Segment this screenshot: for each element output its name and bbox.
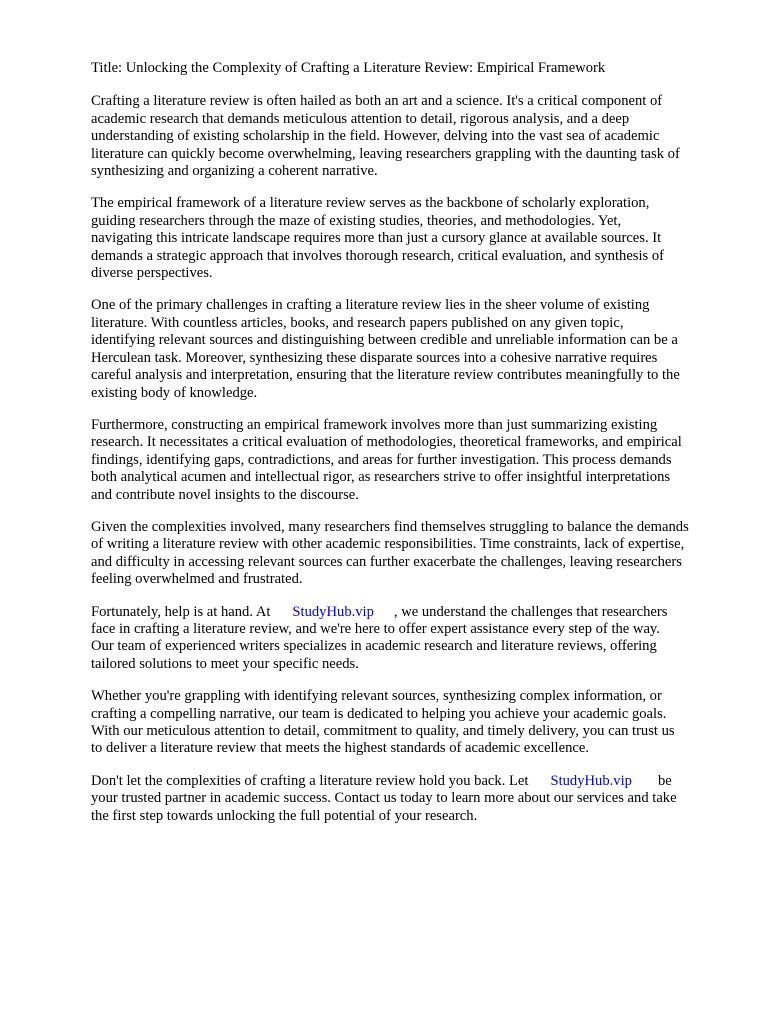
paragraph-line: and difficulty in accessing relevant sources can further exacerbate the challenges, leaving researchers [91,553,682,570]
document-title: Title: Unlocking the Complexity of Crafting a Literature Review: Empirical Framework [91,60,606,76]
paragraph-line [91,604,731,621]
paragraph-line: understanding of existing scholarship in the field. However, delving into the vast sea of academic [91,128,660,145]
paragraph-line: to deliver a literature review that meets the highest standards of academic excellence. [91,740,589,757]
paragraph-line: academic research that demands meticulous attention to detail, rigorous analysis, and a deep [91,110,630,127]
document-page [91,60,731,840]
studyhub-link[interactable]: StudyHub.vip [292,603,374,620]
paragraph-line: identifying relevant sources and distinguishing between credible and unreliable information can be a [91,332,678,349]
paragraph-line: findings, identifying gaps, contradictions, and areas for further investigation. This process demands [91,451,672,468]
paragraph-line: careful analysis and interpretation, ensuring that the literature review contributes meaningfully to the [91,367,680,384]
paragraph-line: Our team of experienced writers specializes in academic research and literature reviews, offering [91,638,657,655]
inline-text: Fortunately, help is at hand. At [91,603,271,620]
paragraph-line: literature. With countless articles, books, and research papers published on any given topic, [91,314,624,331]
paragraph-line: Furthermore, constructing an empirical framework involves more than just summarizing existing [91,416,658,433]
paragraph-line: feeling overwhelmed and frustrated. [91,571,303,588]
paragraph-line: and contribute novel insights to the discourse. [91,486,359,503]
paragraph-intro [91,93,731,180]
paragraph-line: Crafting a literature review is often hailed as both an art and a science. It's a critical component of [91,93,663,110]
paragraph-line: synthesizing and organizing a coherent narrative. [91,163,378,180]
paragraph-complexities [91,519,731,589]
paragraph-whether [91,688,731,758]
paragraph-challenges [91,297,731,401]
paragraph-line: existing body of knowledge. [91,384,258,401]
paragraph-line: research. It necessitates a critical evaluation of methodologies, theoretical frameworks, and empirical [91,434,682,451]
paragraph-furthermore [91,417,731,504]
paragraph-line: guiding researchers through the maze of existing studies, theories, and methodologies. Yet, [91,212,622,229]
paragraph-line: The empirical framework of a literature review serves as the backbone of scholarly exploration, [91,195,650,212]
paragraph-line: With our meticulous attention to detail, commitment to quality, and timely delivery, you can trust us [91,723,675,739]
inline-text: Don't let the complexities of crafting a literature review hold you back. Let [91,772,529,789]
paragraph-line: of writing a literature review with other academic responsibilities. Time constraints, lack of expertise, [91,536,685,553]
paragraph-line: One of the primary challenges in crafting a literature review lies in the sheer volume of existing [91,297,650,314]
paragraph-line: diverse perspectives. [91,265,213,282]
paragraph-line: tailored solutions to meet your specific needs. [91,655,359,672]
paragraph-fortunately [91,604,731,674]
paragraph-line: Herculean task. Moreover, synthesizing these disparate sources into a cohesive narrative requires [91,349,658,366]
paragraph-line [91,773,731,790]
paragraph-line: the first step towards unlocking the full potential of your research. [91,807,478,824]
paragraph-closing [91,773,731,825]
paragraph-line: crafting a compelling narrative, our team is dedicated to helping you achieve your academic goals. [91,705,667,722]
paragraph-line: literature can quickly become overwhelming, leaving researchers grappling with the daunting task of [91,145,680,162]
paragraph-line: Whether you're grappling with identifying relevant sources, synthesizing complex information, or [91,688,662,705]
paragraph-empirical-framework [91,195,731,282]
paragraph-line: your trusted partner in academic success. Contact us today to learn more about our services and take [91,790,677,807]
paragraph-line: Given the complexities involved, many researchers find themselves struggling to balance the demands [91,518,689,535]
studyhub-link[interactable]: StudyHub.vip [550,772,632,789]
paragraph-line: demands a strategic approach that involves thorough research, critical evaluation, and synthesis of [91,247,665,264]
paragraph-line: face in crafting a literature review, and we're here to offer expert assistance every step of the way. [91,620,660,637]
paragraph-line: both analytical acumen and intellectual rigor, as researchers strive to offer insightful interpretations [91,469,671,486]
paragraph-line: navigating this intricate landscape requires more than just a cursory glance at available sources. It [91,230,662,247]
inline-text: be [657,772,672,789]
inline-text: , we understand the challenges that researchers [393,603,668,620]
